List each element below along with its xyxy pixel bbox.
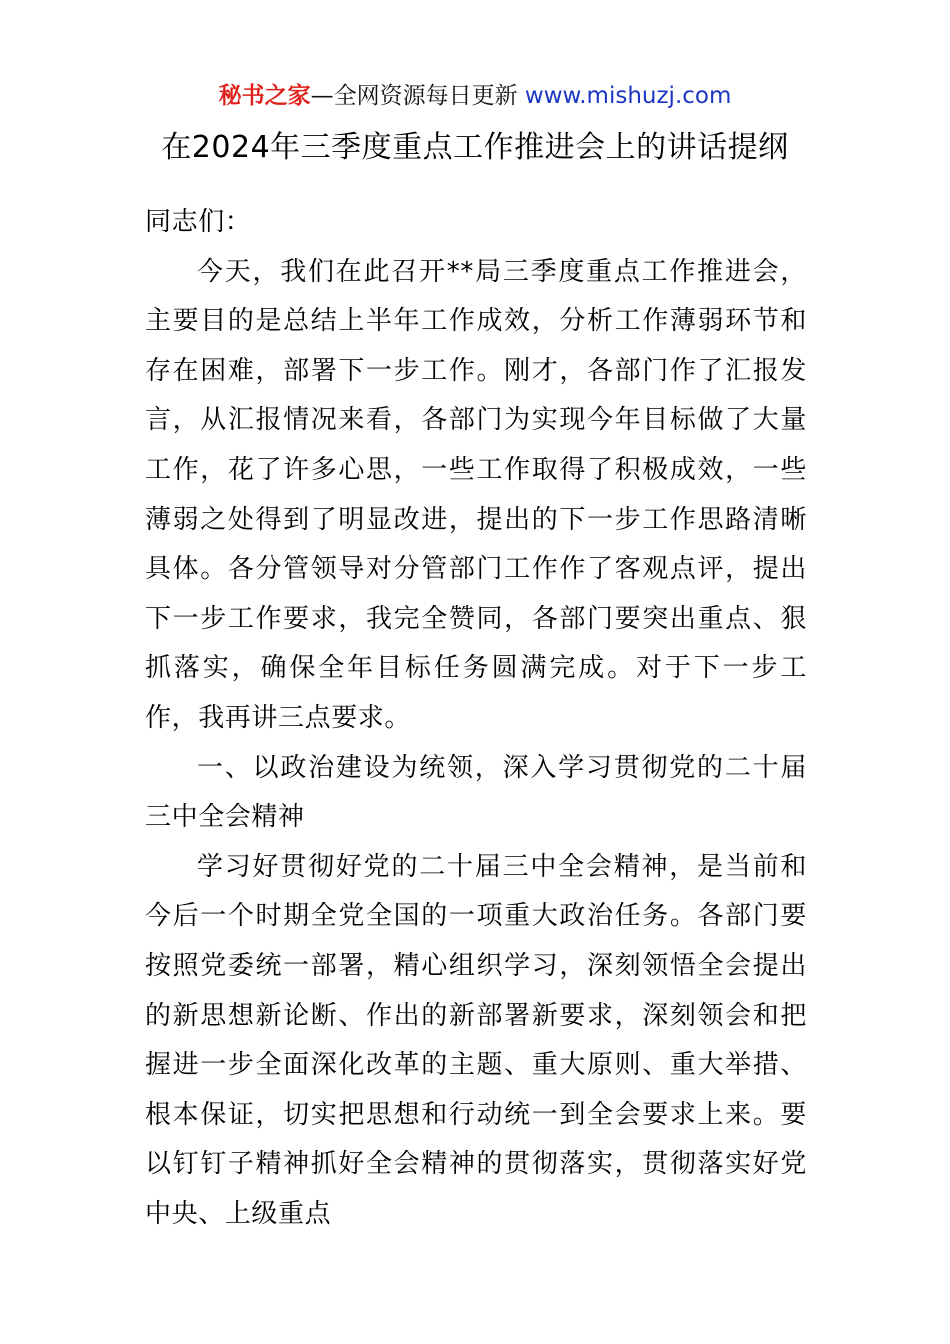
site-banner	[0, 80, 950, 112]
brand-name: 秘书之家	[218, 83, 311, 109]
document-title: 在2024年三季度重点工作推进会上的讲话提纲	[161, 130, 789, 165]
site-url-link[interactable]: www.mishuzj.com	[524, 83, 732, 109]
body-paragraph: 学习好贯彻好党的二十届三中全会精神，是当前和今后一个时期全党全国的一项重大政治任务。各部门要按照党委统一部署，精心组织学习，深刻领悟全会提出的新思想新论断、作出的新部署新要求，深刻领会和把握进一步全面深化改革的主题、重大原则、重大举措、根本保证，切实把思想和行动统一到全会要求上来。要以钉钉子精神抓好全会精神的贯彻落实，贯彻落实好党中央、上级重点	[145, 851, 807, 1229]
body-paragraph: 今天，我们在此召开**局三季度重点工作推进会，主要目的是总结上半年工作成效，分析工作薄弱环节和存在困难，部署下一步工作。刚才，各部门作了汇报发言，从汇报情况来看，各部门为实现今年目标做了大量工作，花了许多心思，一些工作取得了积极成效，一些薄弱之处得到了明显改进，提出的下一步工作思路清晰具体。各分管领导对分管部门工作作了客观点评，提出下一步工作要求，我完全赞同，各部门要突出重点、狠抓落实，确保全年目标任务圆满完成。对于下一步工作，我再讲三点要求。	[145, 256, 807, 733]
document-body	[145, 198, 807, 1239]
salutation: 同志们：	[145, 207, 252, 237]
section-heading: 一、以政治建设为统领，深入学习贯彻党的二十届三中全会精神	[145, 752, 807, 833]
banner-tagline: —全网资源每日更新	[310, 83, 525, 109]
